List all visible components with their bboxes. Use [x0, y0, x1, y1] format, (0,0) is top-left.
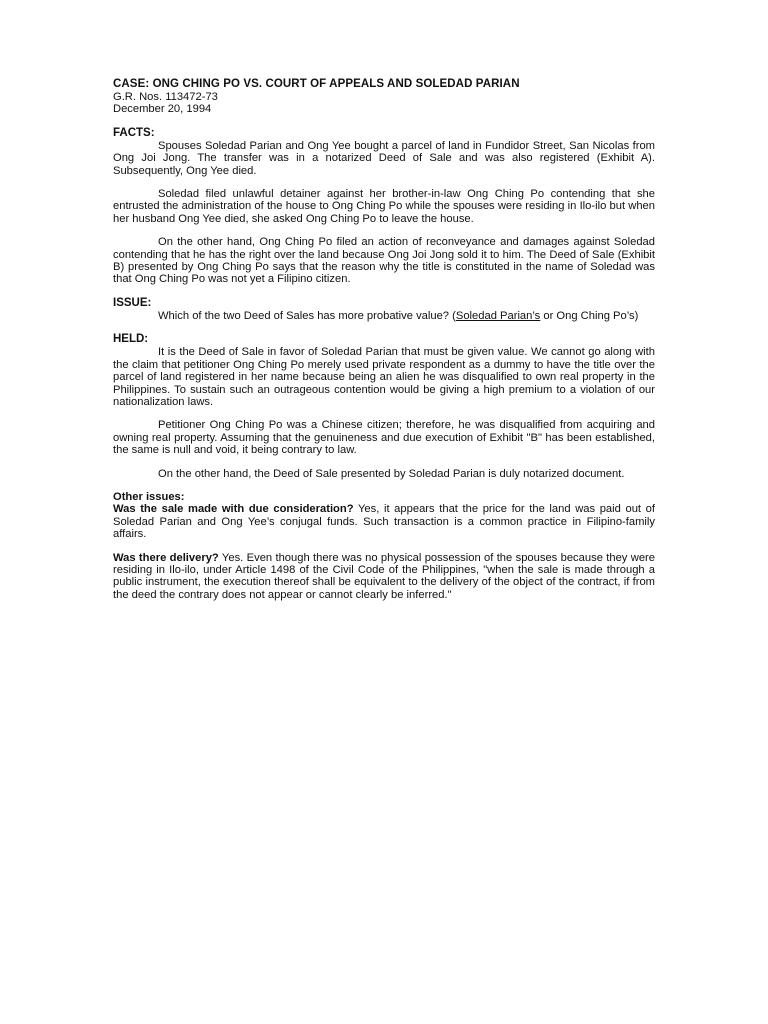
issue-underlined-text: Soledad Parian’s — [455, 309, 541, 322]
held-paragraph-2: Petitioner Ong Ching Po was a Chinese citizen; therefore, he was disqualified from acquiring and owning real property. Assuming that the genuineness and due execution of Exhibit "B" has been established, the same is null and void, it being contrary to law. — [113, 419, 655, 457]
facts-paragraph-2: Soledad filed unlawful detainer against her brother-in-law Ong Ching Po contending that she entrusted the administration of the house to Ong Ching Po while the spouses were residing in Ilo-ilo but when her husband Ong Yee died, she asked Ong Ching Po to leave the house. — [113, 188, 655, 225]
other-issue-delivery — [113, 552, 655, 602]
issue-text-before: Which of the two Deed of Sales has more probative value? ( — [158, 309, 456, 322]
case-date: December 20, 1994 — [113, 103, 212, 116]
held-paragraph-1: It is the Deed of Sale in favor of Soledad Parian that must be given value. We cannot go along with the claim that petitioner Ong Ching Po merely used private respondent as a dummy to have the title over the parcel of land registered in her name because being an alien he was disqualified to own real property in the Philippines. To sustain such an outrageous contention would be giving a high premium to a violation of our nationalization laws. — [113, 346, 655, 408]
other-issue-consideration — [113, 503, 655, 540]
issue-heading: ISSUE: — [113, 296, 152, 309]
delivery-answer: Yes. Even though there was no physical possession of the spouses because they were residing in Ilo-ilo, under Article 1498 of the Civil Code of the Philippines, "when the sale is made through a public instrument, the execution thereof shall be equivalent to the delivery of the object of the contract, if from the deed the contrary does not appear or cannot clearly be inferred." — [113, 551, 656, 601]
issue-text-after: or Ong Ching Po’s) — [540, 309, 639, 322]
delivery-question: Was there delivery? — [113, 551, 219, 564]
consideration-answer: Yes, it appears that the price for the land was paid out of Soledad Parian and Ong Yee’s conjugal funds. Such transaction is a common practice in Filipino-family affairs. — [113, 503, 655, 541]
issue-paragraph — [113, 310, 655, 322]
consideration-question: Was the sale made with due consideration? — [113, 503, 354, 516]
gr-number: G.R. Nos. 113472-73 — [113, 91, 218, 103]
facts-heading: FACTS: — [113, 126, 155, 139]
other-issues-heading: Other issues: — [113, 490, 185, 503]
case-digest — [113, 78, 655, 601]
facts-paragraph-3: On the other hand, Ong Ching Po filed an action of reconveyance and damages against Soledad contending that he has the right over the land because Ong Joi Jong sold it to him. The Deed of Sale (Exhibit B) presented by Ong Ching Po says that the reason why the title is constituted in the name of Soledad was that Ong Ching Po was not yet a Filipino citizen. — [113, 236, 655, 286]
held-paragraph-3: On the other hand, the Deed of Sale presented by Soledad Parian is duly notarized document. — [158, 467, 625, 480]
held-heading: HELD: — [113, 333, 149, 346]
facts-paragraph-1: Spouses Soledad Parian and Ong Yee bought a parcel of land in Fundidor Street, San Nicolas from Ong Joi Jong. The transfer was in a notarized Deed of Sale and was also registered (Exhibit A). Subsequently, Ong Yee died. — [113, 139, 655, 177]
case-title: CASE: ONG CHING PO VS. COURT OF APPEALS AND SOLEDAD PARIAN — [113, 78, 520, 90]
